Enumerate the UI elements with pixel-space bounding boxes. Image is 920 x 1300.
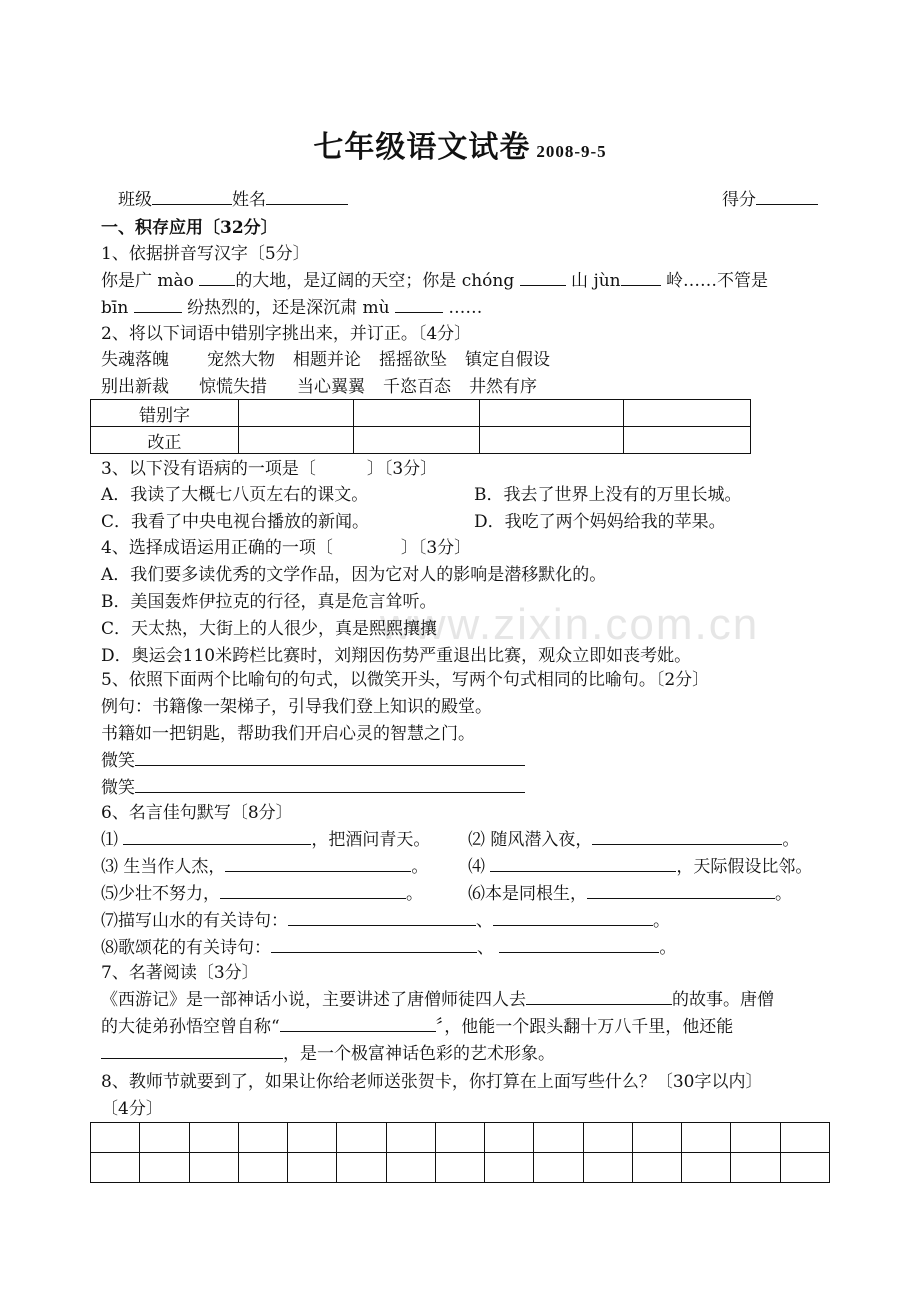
q6-blank[interactable] (587, 882, 775, 899)
q6-title: 6、名言佳句默写〔8分〕 (101, 803, 293, 823)
grid-cell[interactable] (189, 1153, 238, 1183)
q4-option-d: D．奥运会110米跨栏比赛时，刘翔因伤势严重退出比赛，观众立即如丧考妣。 (101, 646, 692, 666)
q5-prefix: 微笑 (101, 751, 135, 771)
grid-cell[interactable] (435, 1153, 484, 1183)
exam-date: 2008-9-5 (536, 142, 607, 161)
q2-cell[interactable] (239, 427, 354, 454)
q1-blank-chong[interactable] (520, 269, 566, 286)
q2-word: 摇摇欲坠 (379, 350, 447, 370)
q6-item-3 (101, 855, 428, 879)
q7-line3 (101, 1042, 555, 1066)
grid-cell[interactable] (485, 1123, 534, 1153)
q6-item-2 (468, 828, 799, 852)
grid-cell[interactable] (140, 1123, 189, 1153)
section-heading: 一、积存应用〔32分〕 (101, 218, 278, 238)
grid-cell[interactable] (780, 1123, 829, 1153)
q2-word: 宠然大物 (207, 350, 275, 370)
q7-text: ，是一个极富神话色彩的艺术形象。 (283, 1044, 555, 1064)
q1-blank-mao[interactable] (199, 269, 235, 286)
grid-cell[interactable] (731, 1123, 780, 1153)
q2-row-label: 错别字 (91, 400, 239, 427)
grid-cell[interactable] (288, 1153, 337, 1183)
q1-line2 (101, 296, 482, 320)
q5-answer-1 (101, 749, 525, 773)
name-label: 姓名 (232, 190, 266, 210)
q1-line1 (101, 269, 768, 293)
q7-blank-journey[interactable] (526, 988, 672, 1005)
q6-punct: 。 (411, 857, 429, 877)
q4-title: 4、选择成语运用正确的一项〔 〕〔3分〕 (101, 538, 472, 558)
q1-text-f: 纷热烈的，还是深沉肃 mù (181, 298, 395, 318)
grid-cell[interactable] (435, 1123, 484, 1153)
q2-cell[interactable] (354, 400, 480, 427)
q6-punct: 。 (782, 830, 800, 850)
q6-punct: 。 (406, 884, 423, 904)
q2-word: 相题并论 (293, 350, 361, 370)
q6-item-5 (101, 882, 423, 906)
q2-cell[interactable] (239, 400, 354, 427)
q3-title: 3、以下没有语病的一项是〔 〕〔3分〕 (101, 459, 438, 479)
q3-option-c: C．我看了中央电视台播放的新闻。 (101, 512, 370, 532)
q6-blank[interactable] (288, 909, 476, 926)
grid-cell[interactable] (485, 1153, 534, 1183)
grid-cell[interactable] (386, 1123, 435, 1153)
grid-cell[interactable] (682, 1123, 731, 1153)
q1-blank-jun[interactable] (621, 269, 661, 286)
grid-cell[interactable] (583, 1123, 632, 1153)
q5-title: 5、依照下面两个比喻句的句式，以微笑开头，写两个句式相同的比喻句。〔2分〕 (101, 670, 710, 690)
q7-text: 〞，他能一个跟头翻十万八千里，他还能 (435, 1017, 734, 1037)
grid-cell[interactable] (780, 1153, 829, 1183)
score-field (722, 188, 818, 212)
q3-option-a: A．我读了大概七八页左右的课文。 (101, 485, 369, 505)
q5-example2: 书籍如一把钥匙，帮助我们开启心灵的智慧之门。 (101, 724, 475, 744)
q6-blank[interactable] (271, 936, 477, 953)
grid-cell[interactable] (386, 1153, 435, 1183)
grid-cell[interactable] (632, 1123, 681, 1153)
grid-cell[interactable] (682, 1153, 731, 1183)
q2-word: 别出新裁 (101, 377, 169, 397)
q5-prefix: 微笑 (101, 778, 135, 798)
grid-cell[interactable] (288, 1123, 337, 1153)
q6-text: ⑹本是同根生， (468, 884, 587, 904)
q5-example1: 例句：书籍像一架梯子，引导我们登上知识的殿堂。 (101, 697, 492, 717)
q6-blank[interactable] (123, 828, 311, 845)
q3-option-b: B．我去了世界上没有的万里长城。 (474, 485, 742, 505)
q2-cell[interactable] (624, 427, 751, 454)
class-blank[interactable] (152, 188, 232, 205)
name-blank[interactable] (266, 188, 348, 205)
q6-blank[interactable] (225, 855, 411, 872)
q2-correction-table (90, 399, 751, 454)
q5-blank-1[interactable] (135, 749, 525, 766)
grid-cell[interactable] (534, 1153, 583, 1183)
grid-cell[interactable] (731, 1153, 780, 1183)
q6-blank[interactable] (499, 936, 659, 953)
q6-blank[interactable] (493, 909, 653, 926)
q6-punct: 。 (775, 884, 792, 904)
grid-cell[interactable] (238, 1123, 287, 1153)
q7-line1 (101, 988, 774, 1012)
q7-title: 7、名著阅读〔3分〕 (101, 963, 259, 983)
q1-text-c: 山 jùn (565, 271, 621, 291)
q6-item-6 (468, 882, 792, 906)
q2-word: 惊慌失措 (199, 377, 267, 397)
grid-cell[interactable] (238, 1153, 287, 1183)
q6-item-4 (468, 855, 812, 879)
q2-word: 镇定自假设 (465, 350, 550, 370)
score-label: 得分 (722, 190, 756, 210)
q6-item-1 (101, 828, 430, 852)
q1-text-a: 你是广 mào (101, 271, 200, 291)
score-blank[interactable] (756, 188, 818, 205)
q2-words-row1 (101, 348, 550, 372)
q1-text-g: …… (442, 298, 483, 318)
grid-cell[interactable] (91, 1123, 140, 1153)
q8-title: 8、教师节就要到了，如果让你给老师送张贺卡，你打算在上面写些什么？〔30字以内〕 (101, 1072, 763, 1092)
q1-text-e: bīn (101, 298, 134, 318)
page-title (0, 122, 920, 166)
q7-line2 (101, 1015, 733, 1039)
q2-cell[interactable] (480, 400, 624, 427)
q6-item-8 (101, 936, 676, 960)
q4-option-c: C．天太热，大街上的人很少，真是熙熙攘攘 (101, 619, 438, 639)
q6-text: ⑵ 随风潜入夜， (468, 830, 593, 850)
q2-cell[interactable] (480, 427, 624, 454)
grid-cell[interactable] (337, 1123, 386, 1153)
q6-punct: 。 (659, 938, 677, 958)
q4-option-a: A．我们要多读优秀的文学作品，因为它对人的影响是潜移默化的。 (101, 565, 607, 585)
q3-option-d: D．我吃了两个妈妈给我的苹果。 (474, 512, 726, 532)
q6-text: ，把酒问青天。 (311, 830, 431, 850)
q6-blank[interactable] (490, 855, 676, 872)
q2-word: 千恣百态 (383, 377, 451, 397)
exam-title: 七年级语文试卷 (313, 130, 531, 165)
q7-text: 《西游记》是一部神话小说，主要讲述了唐僧师徒四人去 (101, 990, 526, 1010)
q1-title: 1、依据拼音写汉字〔5分〕 (101, 244, 310, 264)
q2-cell[interactable] (354, 427, 480, 454)
q6-num: ⑷ (468, 857, 485, 877)
grid-cell[interactable] (632, 1153, 681, 1183)
q2-word: 井然有序 (469, 377, 537, 397)
watermark: www.zixin.com.cn (380, 600, 760, 649)
q6-text: ，天际假设比邻。 (676, 857, 813, 877)
grid-cell[interactable] (91, 1153, 140, 1183)
q5-answer-2 (101, 776, 525, 800)
q7-text: 的故事。唐僧 (672, 990, 774, 1010)
q6-text: ⑸少壮不努力， (101, 884, 220, 904)
q7-text: 的大徒弟孙悟空曾自称“ (101, 1017, 280, 1037)
q6-item-7 (101, 909, 670, 933)
q8-title-cont: 〔4分〕 (101, 1099, 163, 1119)
q7-blank-title[interactable] (280, 1015, 436, 1032)
q2-title: 2、将以下词语中错别字挑出来，并订正。〔4分〕 (101, 324, 472, 344)
q4-option-b: B．美国轰炸伊拉克的行径，真是危言耸听。 (101, 592, 437, 612)
q6-punct: 。 (653, 911, 670, 931)
q6-punct: 、 (476, 911, 493, 931)
q2-words-row2 (101, 375, 537, 399)
q6-text: ⑶ 生当作人杰， (101, 857, 226, 877)
grid-cell[interactable] (189, 1123, 238, 1153)
q6-num: ⑴ (101, 830, 118, 850)
grid-cell[interactable] (337, 1153, 386, 1183)
grid-cell[interactable] (583, 1153, 632, 1183)
q2-row-label: 改正 (91, 427, 239, 454)
grid-cell[interactable] (534, 1123, 583, 1153)
grid-cell[interactable] (140, 1153, 189, 1183)
q1-blank-mu[interactable] (395, 296, 443, 313)
q7-blank-ability[interactable] (101, 1042, 283, 1059)
q2-word: 失魂落魄 (101, 350, 169, 370)
q6-blank[interactable] (220, 882, 406, 899)
q2-cell[interactable] (624, 400, 751, 427)
q6-text: ⑻歌颂花的有关诗句： (101, 938, 271, 958)
q1-text-d: 岭……不管是 (660, 271, 769, 291)
q6-punct: 、 (477, 938, 494, 958)
q6-blank[interactable] (592, 828, 782, 845)
q1-text-b: 的大地，是辽阔的天空；你是 chóng (235, 271, 520, 291)
student-info-row (118, 188, 348, 212)
q8-writing-grid (90, 1122, 830, 1183)
q6-text: ⑺描写山水的有关诗句： (101, 911, 288, 931)
q2-word: 当心翼翼 (297, 377, 365, 397)
class-label: 班级 (118, 190, 152, 210)
q5-blank-2[interactable] (135, 776, 525, 793)
q1-blank-bin[interactable] (134, 296, 182, 313)
